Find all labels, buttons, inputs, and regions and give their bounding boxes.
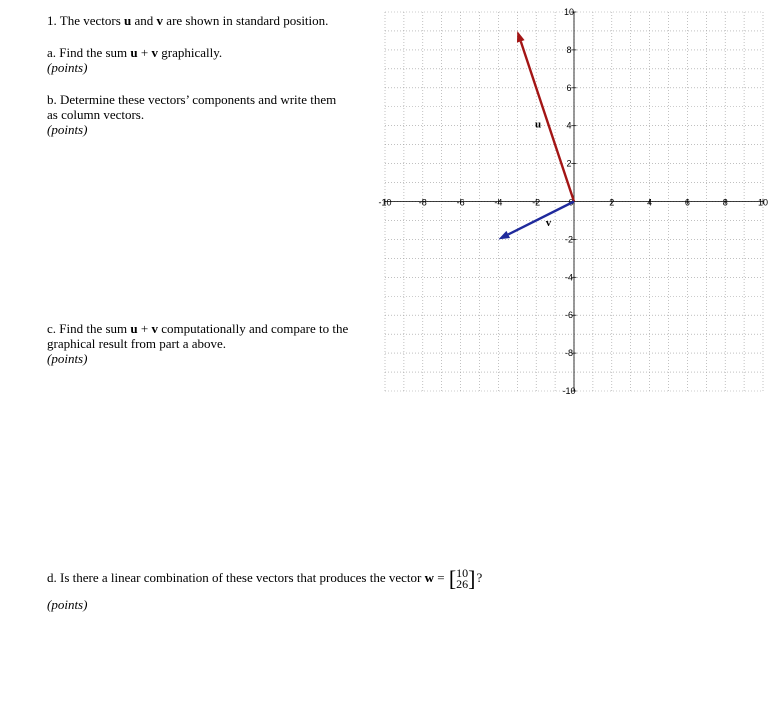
- x-tick-label: 8: [722, 197, 728, 208]
- part-c-text: [47, 321, 348, 336]
- part-b-line1: b. Determine these vectors’ components and write them: [47, 92, 337, 107]
- right-bracket: ]: [468, 566, 476, 591]
- part-d-w: w: [424, 569, 434, 585]
- vector-u-name: u: [535, 118, 542, 131]
- part-a-v: v: [151, 45, 158, 60]
- vector-v-name: v: [545, 217, 552, 230]
- part-a-u: u: [130, 45, 138, 60]
- x-tick-label: -6: [456, 197, 465, 208]
- y-tick-label: -8: [564, 348, 574, 359]
- x-tick-label: 2: [609, 197, 615, 208]
- vector-v-arrowhead: [498, 231, 510, 240]
- column-vector-w: [449, 568, 476, 590]
- part-d-text: [47, 568, 482, 590]
- y-tick-label: 8: [566, 44, 572, 55]
- y-tick-label: -6: [564, 310, 574, 321]
- part-d-equals: =: [433, 569, 448, 585]
- part-a: [47, 45, 222, 75]
- part-a-points: (points): [47, 60, 88, 75]
- part-b-line2: as column vectors.: [47, 107, 145, 122]
- vector-u-label: u: [124, 13, 132, 28]
- part-c-u: u: [130, 321, 138, 336]
- x-tick-label: -10: [378, 197, 392, 208]
- y-tick-label: -4: [564, 272, 574, 283]
- vector-u-arrowhead: [517, 31, 525, 43]
- part-c-suffix: computationally and compare to the: [158, 321, 349, 336]
- y-tick-label: 4: [566, 120, 572, 131]
- part-c-points: (points): [47, 351, 88, 366]
- part-c: [47, 321, 348, 366]
- problem-intro: [47, 13, 328, 28]
- part-c-prefix: c. Find the sum: [47, 321, 131, 336]
- y-tick-label: 2: [566, 158, 572, 169]
- vector-v-shaft: [508, 202, 574, 235]
- part-d-points: (points): [47, 597, 88, 612]
- w-top-entry: 10: [456, 566, 469, 580]
- part-d-question: ?: [476, 569, 483, 585]
- part-a-plus: +: [137, 45, 152, 60]
- part-c-v: v: [151, 321, 158, 336]
- w-bottom-entry: 26: [456, 577, 469, 591]
- part-d: [47, 568, 482, 612]
- intro-prefix: 1. The vectors: [47, 13, 125, 28]
- intro-and: and: [131, 13, 157, 28]
- y-tick-label: -2: [564, 234, 574, 245]
- y-tick-label: 6: [566, 82, 572, 93]
- x-tick-label: 10: [757, 197, 769, 208]
- y-tick-label: -10: [562, 386, 576, 396]
- part-a-text: [47, 45, 222, 60]
- part-a-suffix: graphically.: [158, 45, 223, 60]
- left-bracket: [: [448, 566, 457, 591]
- part-a-prefix: a. Find the sum: [47, 45, 131, 60]
- x-tick-label: -2: [532, 197, 541, 208]
- part-c-line2: graphical result from part a above.: [47, 336, 227, 351]
- vector-v-label: v: [156, 13, 164, 28]
- part-b-points: (points): [47, 122, 88, 137]
- x-tick-label: -8: [418, 197, 427, 208]
- x-tick-label: 6: [684, 197, 690, 208]
- intro-suffix: are shown in standard position.: [163, 13, 329, 28]
- matrix-entries: [456, 568, 468, 590]
- x-tick-label: 4: [647, 197, 653, 208]
- part-b: [47, 92, 336, 137]
- x-tick-label: -4: [494, 197, 503, 208]
- y-tick-label: 10: [563, 7, 575, 17]
- part-c-plus: +: [137, 321, 152, 336]
- part-d-prefix: d. Is there a linear combination of these vectors that produces the vector: [47, 569, 425, 585]
